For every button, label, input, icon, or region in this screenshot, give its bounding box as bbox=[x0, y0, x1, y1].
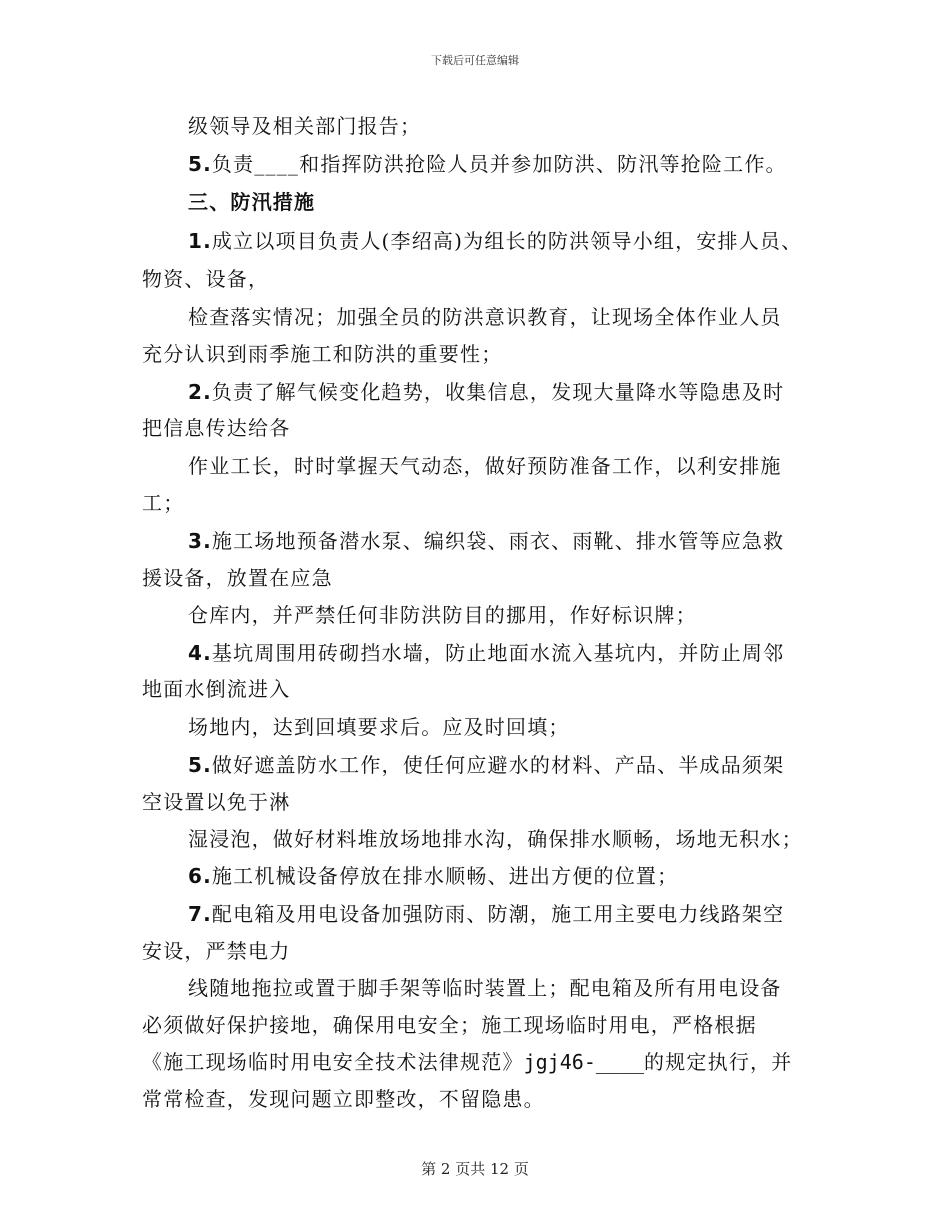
text-line: 级领导及相关部门报告； bbox=[188, 114, 422, 138]
item-text: 施工机械设备停放在排水顺畅、进出方便的位置； bbox=[211, 864, 679, 888]
text-line: 必须做好保护接地，确保用电安全；施工现场临时用电，严格根据 bbox=[142, 1013, 757, 1037]
text-line: 物资、设备， bbox=[142, 267, 270, 291]
text-line: 场地内，达到回填要求后。应及时回填； bbox=[188, 715, 570, 739]
text-line: 工； bbox=[142, 491, 185, 515]
item-text: 配电箱及用电设备加强防雨、防潮，施工用主要电力线路架空 bbox=[211, 902, 785, 926]
item-number: 6. bbox=[188, 864, 212, 888]
item-number: 4. bbox=[188, 641, 212, 665]
section-heading: 三、防汛措施 bbox=[188, 190, 316, 214]
text-segment: 的规定执行，并 bbox=[644, 1050, 793, 1074]
text-line: 湿浸泡，做好材料堆放场地排水沟，确保排水顺畅，场地无积水； bbox=[188, 827, 803, 851]
item-number: 3. bbox=[188, 529, 212, 553]
item-text: 负责____和指挥防洪抢险人员并参加防洪、防汛等抢险工作。 bbox=[211, 152, 787, 176]
list-item-1 bbox=[188, 227, 802, 255]
text-line: 空设置以免于淋 bbox=[142, 790, 291, 814]
item-number: 1. bbox=[188, 229, 212, 253]
list-item-6 bbox=[188, 862, 678, 890]
item-text: 负责了解气候变化趋势，收集信息，发现大量降水等隐患及时 bbox=[211, 380, 785, 404]
item-number: 7. bbox=[188, 902, 212, 926]
text-line: 充分认识到雨季施工和防洪的重要性； bbox=[142, 342, 503, 366]
item-text: 施工场地预备潜水泵、编织袋、雨衣、雨靴、排水管等应急救 bbox=[211, 529, 785, 553]
regulation-title: 《施工现场临时用电安全技术法律规范》 bbox=[142, 1050, 524, 1074]
list-item-2 bbox=[188, 378, 784, 406]
text-line: 线随地拖拉或置于脚手架等临时装置上；配电箱及所有用电设备 bbox=[188, 976, 782, 1000]
item-number: 5. bbox=[188, 152, 212, 176]
list-item-5 bbox=[188, 150, 787, 178]
text-line: 作业工长，时时掌握天气动态，做好预防准备工作，以利安排施 bbox=[188, 454, 782, 478]
item-text: 基坑周围用砖砌挡水墙，防止地面水流入基坑内，并防止周邻 bbox=[211, 641, 785, 665]
text-line: 援设备，放置在应急 bbox=[142, 566, 333, 590]
item-text: 成立以项目负责人(李绍高)为组长的防洪领导小组，安排人员、 bbox=[211, 229, 803, 253]
item-number: 5. bbox=[188, 753, 212, 777]
text-line: 把信息传达给各 bbox=[142, 416, 291, 440]
page-header: 下载后可任意编辑 bbox=[431, 54, 519, 67]
text-line-with-reference bbox=[142, 1048, 792, 1076]
text-line: 检查落实情况；加强全员的防洪意识教育，让现场全体作业人员 bbox=[188, 305, 782, 329]
list-item-3 bbox=[188, 527, 784, 555]
list-item-5b bbox=[188, 751, 784, 779]
list-item-4 bbox=[188, 639, 784, 667]
regulation-code: jgj46-____ bbox=[523, 1050, 645, 1074]
item-number: 2. bbox=[188, 380, 212, 404]
item-text: 做好遮盖防水工作，使任何应避水的材料、产品、半成品须架 bbox=[211, 753, 785, 777]
text-line: 安设，严禁电力 bbox=[142, 939, 291, 963]
list-item-7 bbox=[188, 900, 784, 928]
text-line: 常常检查，发现问题立即整改，不留隐患。 bbox=[142, 1087, 545, 1111]
page-footer: 第 2 页共 12 页 bbox=[421, 1160, 529, 1178]
text-line: 地面水倒流进入 bbox=[142, 677, 291, 701]
text-line: 仓库内，并严禁任何非防洪防目的挪用，作好标识牌； bbox=[188, 603, 697, 627]
